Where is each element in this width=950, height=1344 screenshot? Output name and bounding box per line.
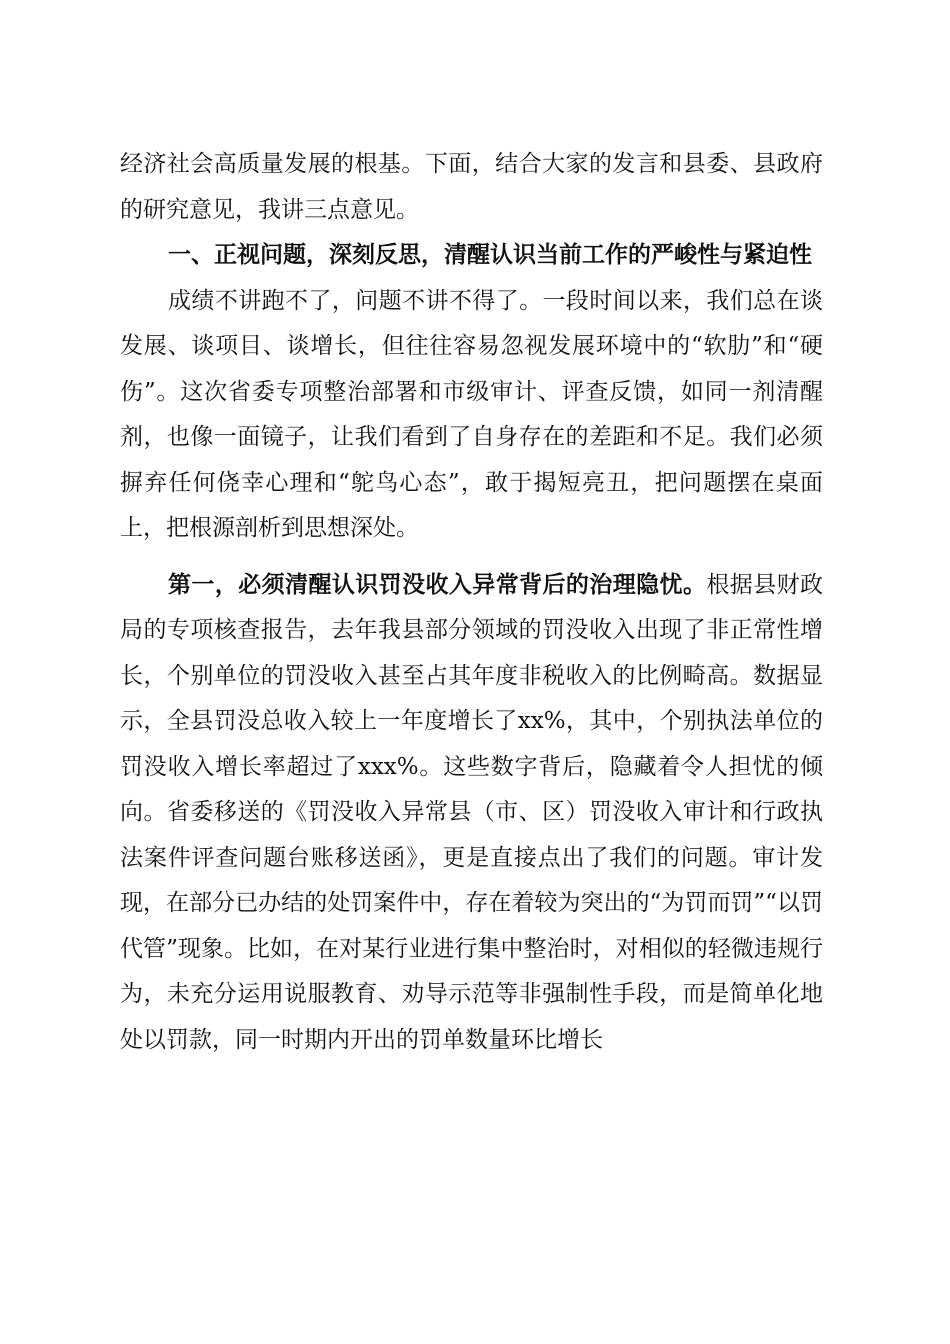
section-heading-1: 一、正视问题，深刻反思，清醒认识当前工作的严峻性与紧迫性 [168, 242, 812, 268]
intro-paragraph: 经济社会高质量发展的根基。下面，结合大家的发言和县委、县政府的研究意见，我讲三点意见。 [120, 151, 823, 223]
document-page [120, 142, 823, 1063]
body-paragraph-1: 成绩不讲跑不了，问题不讲不得了。一段时间以来，我们总在谈发展、谈项目、谈增长，但往往容易忽视发展环境中的“软肋”和“硬伤”。这次省委专项整治部署和市级审计、评查反馈，如同一剂清醒剂，也像一面镜子，让我们看到了自身存在的差距和不足。我们必须摒弃任何侥幸心理和“鸵鸟心态”，敢于揭短亮丑，把问题摆在桌面上，把根源剖析到思想深处。 [120, 287, 823, 541]
paragraph-gap [120, 552, 823, 562]
paragraph-2-body: 根据县财政局的专项核查报告，去年我县部分领域的罚没收入出现了非正常性增长，个别单位的罚没收入甚至占其年度非税收入的比例畸高。数据显示，全县罚没总收入较上一年度增长了xx%，其中，个别执法单位的罚没收入增长率超过了xxx%。这些数字背后，隐藏着令人担忧的倾向。省委移送的《罚没收入异常县（市、区）罚没收入审计和行政执法案件评查问题台账移送函》，更是直接点出了我们的问题。审计发现，在部分已办结的处罚案件中，存在着较为突出的“为罚而罚”“以罚代管”现象。比如，在对某行业进行集中整治时，对相似的轻微违规行为，未充分运用说服教育、劝导示范等非强制性手段，而是简单化地处以罚款，同一时期内开出的罚单数量环比增长 [120, 571, 824, 1053]
body-paragraph-2 [120, 562, 823, 1064]
paragraph-2-lead: 第一，必须清醒认识罚没收入异常背后的治理隐忧。 [168, 570, 707, 598]
